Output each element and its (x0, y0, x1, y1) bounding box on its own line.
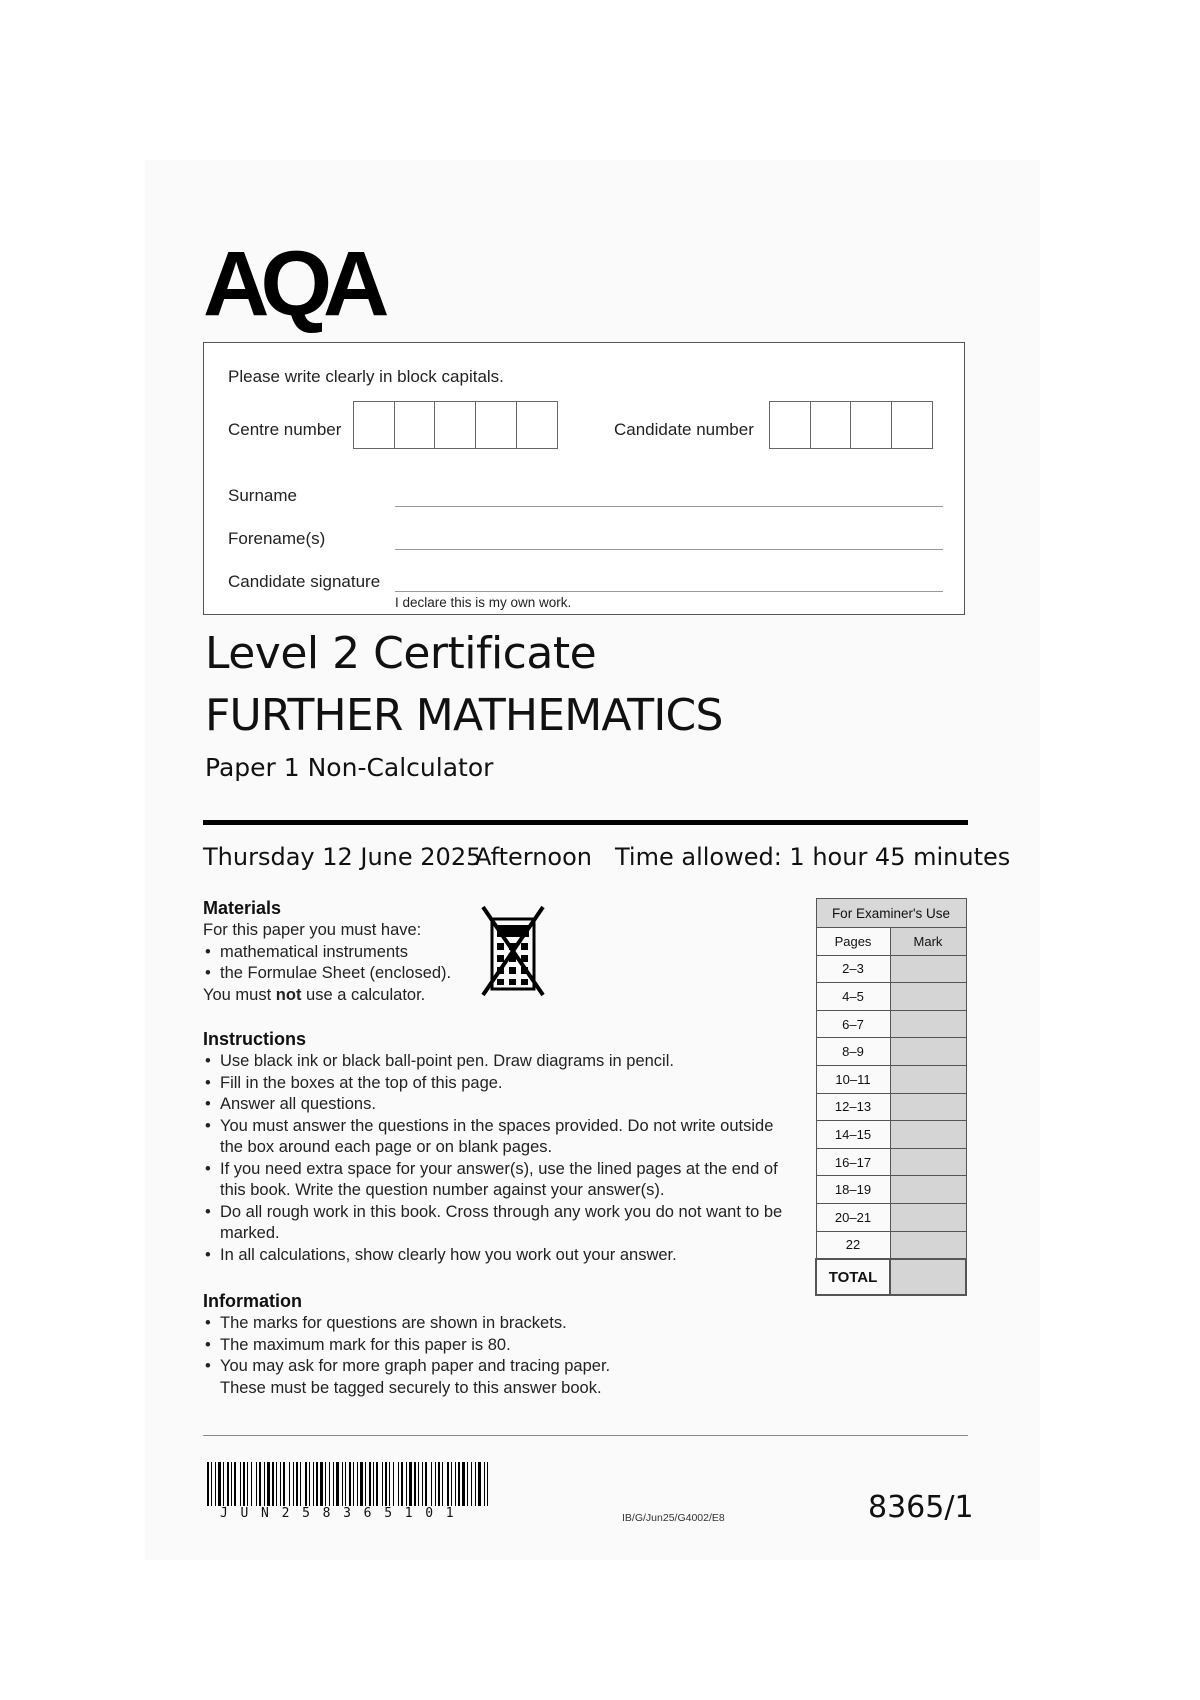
calculator-note: You must not use a calculator. (203, 985, 426, 1004)
barcode-bar (357, 1462, 358, 1506)
mark-cell (890, 1065, 966, 1093)
exam-date: Thursday 12 June 2025 (203, 843, 482, 871)
barcode-bar (438, 1462, 440, 1506)
no-calculator-icon (480, 905, 546, 1002)
barcode-bar (478, 1462, 481, 1506)
table-row (816, 983, 966, 1011)
barcode-bar (442, 1462, 443, 1506)
mark-cell (890, 1176, 966, 1204)
table-row (816, 1203, 966, 1231)
mark-cell (890, 983, 966, 1011)
materials-heading: Materials (203, 898, 282, 918)
table-row (816, 1065, 966, 1093)
barcode-bar (467, 1462, 468, 1506)
barcode-bar (227, 1462, 229, 1506)
barcode-bar (243, 1462, 245, 1506)
barcode-bar (458, 1462, 460, 1506)
barcode-bar (283, 1462, 285, 1506)
signature-field[interactable] (395, 591, 943, 592)
instruction-item: • Answer all questions. (203, 1094, 788, 1116)
materials-intro: For this paper you must have: (203, 921, 422, 939)
centre-digit-box[interactable] (434, 401, 476, 449)
total-label: TOTAL (816, 1259, 890, 1295)
candidate-digit-box[interactable] (850, 401, 892, 449)
materials-item: • the Formulae Sheet (enclosed). (203, 963, 463, 985)
table-row (816, 1121, 966, 1149)
barcode-bar (272, 1462, 274, 1506)
barcode-bar (401, 1462, 403, 1506)
barcode-bar (349, 1462, 351, 1506)
barcode-bar (425, 1462, 427, 1506)
barcode-bar (369, 1462, 371, 1506)
candidate-digit-box[interactable] (810, 401, 852, 449)
barcode-bar (240, 1462, 241, 1506)
barcode-bar (484, 1462, 485, 1506)
barcode-bar (251, 1462, 252, 1506)
barcode-bar (475, 1462, 476, 1506)
time-allowed: Time allowed: 1 hour 45 minutes (615, 843, 1011, 871)
instruction-item: • Fill in the boxes at the top of this page. (203, 1073, 788, 1095)
barcode-bar (313, 1462, 314, 1506)
pages-cell: 4–5 (816, 983, 890, 1011)
barcode-bar (280, 1462, 281, 1506)
forename-field[interactable] (395, 549, 943, 550)
barcode-bar (309, 1462, 310, 1506)
instructions-list (203, 1051, 788, 1266)
barcode-bar (218, 1462, 221, 1506)
barcode-bar (267, 1462, 270, 1506)
mark-cell (890, 1231, 966, 1259)
information-item: • The marks for questions are shown in brackets. (203, 1313, 623, 1335)
exam-session: Afternoon (475, 843, 592, 871)
barcode-bar (418, 1462, 419, 1506)
barcode-bar (300, 1462, 301, 1506)
instruction-item: • In all calculations, show clearly how you work out your answer. (203, 1245, 788, 1267)
barcode-bar (231, 1462, 232, 1506)
barcode-bar (320, 1462, 323, 1506)
barcode-bar (215, 1462, 216, 1506)
barcode (207, 1462, 497, 1511)
barcode-bar (234, 1462, 236, 1506)
barcode-bar (431, 1462, 432, 1506)
instructions-heading: Instructions (203, 1029, 307, 1049)
aqa-logo: AQA (203, 233, 381, 335)
footer-divider (203, 1435, 968, 1436)
paper-code: 8365/1 (868, 1490, 974, 1525)
mark-cell (890, 1203, 966, 1231)
pages-cell: 20–21 (816, 1203, 890, 1231)
centre-digit-box[interactable] (475, 401, 517, 449)
barcode-bar (455, 1462, 456, 1506)
barcode-bar (393, 1462, 394, 1506)
barcode-bar (325, 1462, 326, 1506)
barcode-bar (376, 1462, 378, 1506)
pages-cell: 10–11 (816, 1065, 890, 1093)
pages-column-header: Pages (816, 928, 890, 956)
title-divider (203, 820, 968, 825)
pages-cell: 6–7 (816, 1010, 890, 1038)
total-row (816, 1259, 966, 1295)
mark-cell (890, 1093, 966, 1121)
candidate-number-label: Candidate number (614, 420, 754, 439)
barcode-bar (487, 1462, 488, 1506)
barcode-bar (406, 1462, 407, 1506)
barcode-bar (342, 1462, 343, 1506)
barcode-bar (435, 1462, 436, 1506)
barcode-bar (471, 1462, 472, 1506)
barcode-bar (259, 1462, 261, 1506)
total-mark-cell (890, 1259, 966, 1295)
information-heading: Information (203, 1291, 302, 1311)
table-row (816, 1010, 966, 1038)
information-item: • The maximum mark for this paper is 80. (203, 1335, 623, 1357)
pages-cell: 2–3 (816, 955, 890, 983)
signature-label: Candidate signature (228, 572, 381, 591)
barcode-bar (316, 1462, 318, 1506)
barcode-bar (296, 1462, 298, 1506)
barcode-bar (247, 1462, 248, 1506)
table-row (816, 1231, 966, 1259)
barcode-bar (360, 1462, 363, 1506)
examiners-use-table (815, 898, 967, 1296)
barcode-bar (293, 1462, 294, 1506)
mark-cell (890, 1121, 966, 1149)
surname-label: Surname (228, 486, 297, 505)
barcode-bar (276, 1462, 277, 1506)
barcode-bar (447, 1462, 449, 1506)
barcode-bar (365, 1462, 366, 1506)
instruction-item: • You must answer the questions in the spaces provided. Do not write outside the box around each page or on blank pages. (203, 1116, 788, 1159)
barcode-bar (373, 1462, 374, 1506)
table-row (816, 1148, 966, 1176)
barcode-bar (305, 1462, 307, 1506)
candidate-digit-box[interactable] (769, 401, 811, 449)
candidate-number-boxes[interactable] (769, 401, 932, 449)
table-row (816, 1093, 966, 1121)
barcode-bar (264, 1462, 265, 1506)
barcode-bar (414, 1462, 416, 1506)
table-row (816, 955, 966, 983)
centre-number-boxes[interactable] (353, 401, 557, 449)
barcode-bar (398, 1462, 399, 1506)
materials-section (203, 920, 463, 1006)
pages-cell: 12–13 (816, 1093, 890, 1121)
pages-cell: 8–9 (816, 1038, 890, 1066)
barcode-bar (353, 1462, 354, 1506)
instruction-item: • Use black ink or black ball-point pen. Draw diagrams in pencil. (203, 1051, 788, 1073)
barcode-bar (289, 1462, 290, 1506)
subject-title: FURTHER MATHEMATICS (205, 690, 723, 741)
level-title: Level 2 Certificate (205, 628, 597, 679)
materials-item: • mathematical instruments (203, 942, 463, 964)
mark-column-header: Mark (890, 928, 966, 956)
mark-cell (890, 1148, 966, 1176)
information-item: • You may ask for more graph paper and tracing paper. These must be tagged securely to this answer book. (203, 1356, 623, 1399)
reference-code: IB/G/Jun25/G4002/E8 (622, 1512, 725, 1524)
barcode-bar (329, 1462, 330, 1506)
paper-title: Paper 1 Non-Calculator (205, 753, 494, 782)
barcode-bar (462, 1462, 465, 1506)
barcode-bar (451, 1462, 452, 1506)
barcode-bar (345, 1462, 346, 1506)
mark-cell (890, 1038, 966, 1066)
mark-cell (890, 955, 966, 983)
candidate-digit-box[interactable] (891, 401, 933, 449)
centre-digit-box[interactable] (353, 401, 395, 449)
barcode-bar (333, 1462, 334, 1506)
declaration-text: I declare this is my own work. (395, 595, 572, 610)
barcode-bar (336, 1462, 339, 1506)
centre-digit-box[interactable] (516, 401, 558, 449)
barcode-digits: JUN258365101 (220, 1506, 467, 1521)
barcode-bar (211, 1462, 212, 1506)
instruction-item: • Do all rough work in this book. Cross through any work you do not want to be marked. (203, 1202, 788, 1245)
pages-cell: 14–15 (816, 1121, 890, 1149)
barcode-bar (422, 1462, 423, 1506)
table-row (816, 1038, 966, 1066)
instruction-item: • If you need extra space for your answer(s), use the lined pages at the end of this book. Write the question number against your answer(s). (203, 1159, 788, 1202)
centre-number-label: Centre number (228, 420, 342, 439)
pages-cell: 18–19 (816, 1176, 890, 1204)
barcode-bar (223, 1462, 224, 1506)
mark-cell (890, 1010, 966, 1038)
pages-cell: 22 (816, 1231, 890, 1259)
barcode-bar (385, 1462, 387, 1506)
table-row (816, 1176, 966, 1204)
forename-label: Forename(s) (228, 529, 326, 548)
barcode-bar (256, 1462, 257, 1506)
information-list (203, 1313, 623, 1399)
barcode-bar (207, 1462, 209, 1506)
surname-field[interactable] (395, 506, 943, 507)
examiners-use-title: For Examiner's Use (816, 899, 966, 928)
block-capitals-instruction: Please write clearly in block capitals. (228, 367, 504, 386)
pages-cell: 16–17 (816, 1148, 890, 1176)
barcode-bar (382, 1462, 383, 1506)
barcode-bar (409, 1462, 412, 1506)
centre-digit-box[interactable] (394, 401, 436, 449)
barcode-bar (389, 1462, 390, 1506)
